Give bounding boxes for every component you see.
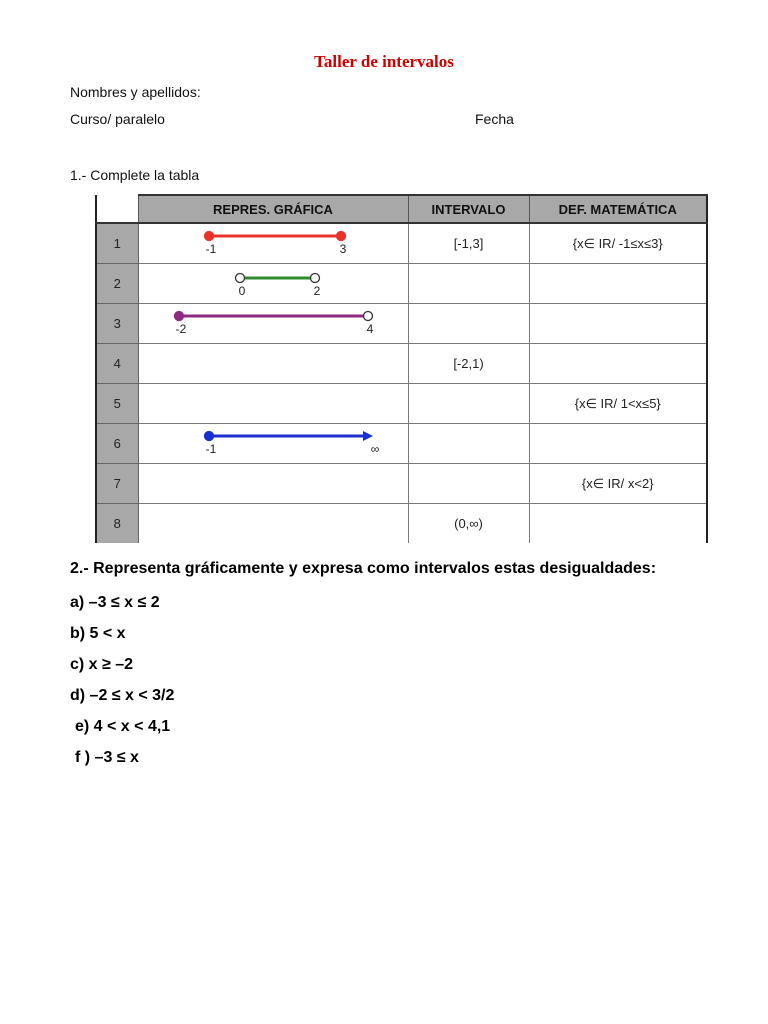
definition-cell (529, 264, 707, 304)
inequality-d: d) –2 ≤ x < 3/2 (70, 687, 175, 704)
nombres-label: Nombres y apellidos: (70, 84, 201, 100)
right-endpoint-label: ∞ (370, 442, 379, 456)
table-row (96, 464, 707, 504)
graph-cell (138, 264, 408, 304)
open-endpoint (363, 312, 372, 321)
interval-cell: (0,∞) (408, 504, 529, 544)
graph-cell (138, 223, 408, 264)
closed-endpoint (174, 312, 183, 321)
row-number: 3 (96, 304, 138, 344)
row-number: 4 (96, 344, 138, 384)
interval-cell (408, 304, 529, 344)
table-row (96, 344, 707, 384)
curso-label: Curso/ paralelo (70, 111, 165, 127)
row-number: 8 (96, 504, 138, 544)
number-line-graph (139, 264, 408, 303)
definition-cell (529, 344, 707, 384)
left-endpoint-label: -1 (205, 242, 216, 256)
header-intervalo: INTERVALO (408, 195, 529, 223)
graph-cell (138, 304, 408, 344)
header-repres-grafica: REPRES. GRÁFICA (138, 195, 408, 223)
intervals-table (95, 194, 708, 543)
definition-cell (529, 424, 707, 464)
left-endpoint-label: -2 (175, 322, 186, 336)
row-number: 1 (96, 223, 138, 264)
right-endpoint-label: 3 (339, 242, 346, 256)
definition-cell: {x∈ IR/ x<2} (529, 464, 707, 504)
table-row (96, 223, 707, 264)
open-endpoint (310, 274, 319, 283)
row-number: 2 (96, 264, 138, 304)
section1-title: 1.- Complete la tabla (70, 167, 200, 183)
number-line-graph (139, 224, 408, 263)
inequality-e: e) 4 < x < 4,1 (75, 718, 171, 735)
interval-cell (408, 384, 529, 424)
row-number: 6 (96, 424, 138, 464)
header-def-matematica: DEF. MATEMÁTICA (529, 195, 707, 223)
closed-endpoint (204, 432, 213, 441)
right-endpoint-label: 4 (366, 322, 373, 336)
inequality-c: c) x ≥ –2 (70, 656, 134, 673)
definition-cell: {x∈ IR/ -1≤x≤3} (529, 223, 707, 264)
table-row (96, 304, 707, 344)
row-number: 7 (96, 464, 138, 504)
inequality-f: f ) –3 ≤ x (75, 749, 139, 766)
arrow-head-icon (363, 431, 373, 441)
graph-cell (138, 504, 408, 544)
page-title: Taller de intervalos (314, 52, 454, 71)
closed-endpoint (204, 232, 213, 241)
definition-cell: {x∈ IR/ 1<x≤5} (529, 384, 707, 424)
table-header-row (96, 195, 707, 223)
left-endpoint-label: -1 (205, 442, 216, 456)
graph-cell (138, 344, 408, 384)
row-number: 5 (96, 384, 138, 424)
number-line-graph (139, 424, 408, 463)
interval-cell: [-1,3] (408, 223, 529, 264)
open-endpoint (235, 274, 244, 283)
inequality-a: a) –3 ≤ x ≤ 2 (70, 594, 160, 611)
closed-endpoint (336, 232, 345, 241)
interval-cell (408, 264, 529, 304)
graph-cell (138, 384, 408, 424)
definition-cell (529, 304, 707, 344)
table-row (96, 504, 707, 544)
graph-cell (138, 464, 408, 504)
number-line-graph (139, 304, 408, 343)
interval-cell (408, 424, 529, 464)
inequality-b: b) 5 < x (70, 625, 126, 642)
right-endpoint-label: 2 (313, 284, 320, 298)
interval-cell (408, 464, 529, 504)
table-row (96, 264, 707, 304)
definition-cell (529, 504, 707, 544)
fecha-label: Fecha (475, 111, 514, 127)
interval-cell: [-2,1) (408, 344, 529, 384)
section2-title: 2.- Representa gráficamente y expresa como intervalos estas desigualdades: (70, 560, 657, 577)
table-row (96, 384, 707, 424)
header-corner (96, 195, 138, 223)
graph-cell (138, 424, 408, 464)
left-endpoint-label: 0 (238, 284, 245, 298)
table-row (96, 424, 707, 464)
